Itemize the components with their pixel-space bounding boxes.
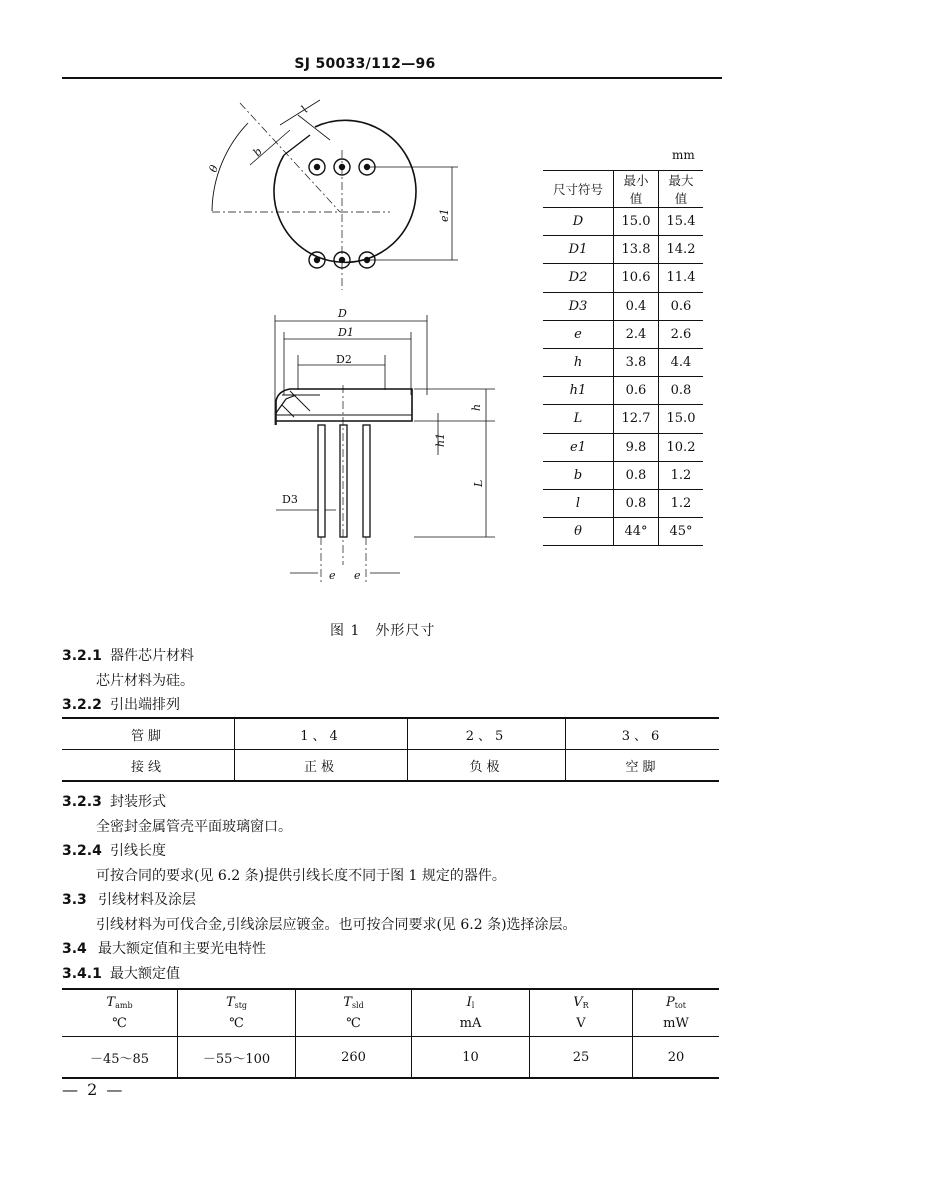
cell-min: 13.8 — [614, 236, 659, 264]
header-cell: 最大值 — [659, 171, 704, 208]
cell-max: 11.4 — [659, 264, 704, 292]
cell-pin-1-4: 1、4 — [235, 718, 408, 750]
section-3-2-1-body: 芯片材料为硅。 — [96, 673, 194, 689]
section-number: 3.2.3 — [62, 794, 102, 810]
cell-symbol: θ — [543, 518, 614, 546]
section-title: 器件芯片材料 — [110, 648, 194, 664]
section-number: 3.2.2 — [62, 697, 102, 713]
cell-min: 15.0 — [614, 208, 659, 236]
figure-caption: 图 1 外形尺寸 — [330, 623, 436, 639]
cell-min: 0.8 — [614, 461, 659, 489]
pin-arrangement-table — [62, 717, 719, 782]
cell-symbol: D2 — [543, 264, 614, 292]
value-ptot: 20 — [633, 1037, 720, 1079]
col-il: $I_l$ mA — [412, 989, 530, 1037]
cell-max: 4.4 — [659, 348, 704, 376]
table-row — [543, 348, 703, 376]
col-tstg: $T_{stg}$ ℃ — [178, 989, 296, 1037]
section-title: 最大额定值 — [110, 966, 180, 982]
section-3-2-4-heading — [62, 840, 166, 860]
table-row — [62, 718, 719, 750]
table-row — [543, 489, 703, 517]
cell-symbol: L — [543, 405, 614, 433]
cell-max: 0.8 — [659, 377, 704, 405]
cell-min: 0.8 — [614, 489, 659, 517]
side-view — [275, 315, 495, 585]
page-header-title: SJ 50033/112—96 — [294, 56, 436, 72]
cell-symbol: D3 — [543, 292, 614, 320]
cell-symbol: D — [543, 208, 614, 236]
section-number: 3.4 — [62, 941, 87, 957]
label-h: h — [470, 403, 483, 411]
cell-min: 9.8 — [614, 433, 659, 461]
cell-max: 45° — [659, 518, 704, 546]
col-ptot: $P_{tot}$ mW — [633, 989, 720, 1037]
section-3-3-heading — [62, 889, 196, 909]
value-tstg: －55～100 — [178, 1037, 296, 1079]
dim-unit-label: mm — [672, 148, 695, 162]
cell-negative: 负极 — [408, 750, 566, 782]
section-number: 3.2.1 — [62, 648, 102, 664]
label-e-right: e — [354, 569, 361, 582]
section-3-4-1-heading — [62, 963, 180, 983]
label-D: D — [338, 307, 347, 320]
dimension-table — [543, 170, 703, 546]
label-L: L — [472, 479, 485, 487]
table-row — [543, 208, 703, 236]
cell-min: 12.7 — [614, 405, 659, 433]
section-title: 最大额定值和主要光电特性 — [98, 941, 266, 957]
cell-min: 44° — [614, 518, 659, 546]
section-3-3-body: 引线材料为可伐合金,引线涂层应镀金。也可按合同要求(见 6.2 条)选择涂层。 — [96, 917, 577, 933]
table-row — [543, 264, 703, 292]
value-vr: 25 — [530, 1037, 633, 1079]
cell-min: 10.6 — [614, 264, 659, 292]
cell-min: 2.4 — [614, 320, 659, 348]
cell-symbol: e — [543, 320, 614, 348]
table-header-row — [62, 989, 719, 1037]
col-tsld: $T_{sld}$ ℃ — [296, 989, 412, 1037]
label-l: l — [298, 103, 311, 116]
label-D3: D3 — [282, 493, 298, 506]
header-rule — [62, 77, 722, 79]
outline-drawing — [190, 95, 510, 590]
cell-empty-pin: 空脚 — [566, 750, 720, 782]
section-number: 3.4.1 — [62, 966, 102, 982]
top-view — [212, 100, 458, 290]
cell-max: 14.2 — [659, 236, 704, 264]
cell-symbol: e1 — [543, 433, 614, 461]
section-3-2-3-heading — [62, 791, 166, 811]
max-ratings-table — [62, 988, 719, 1079]
cell-pin-2-5: 2、5 — [408, 718, 566, 750]
cell-max: 15.4 — [659, 208, 704, 236]
section-number: 3.2.4 — [62, 843, 102, 859]
section-3-2-3-body: 全密封金属管壳平面玻璃窗口。 — [96, 819, 292, 835]
table-row — [543, 518, 703, 546]
cell-max: 1.2 — [659, 489, 704, 517]
table-row — [543, 292, 703, 320]
cell-max: 0.6 — [659, 292, 704, 320]
section-3-2-4-body: 可按合同的要求(见 6.2 条)提供引线长度不同于图 1 规定的器件。 — [96, 868, 506, 884]
table-row — [62, 750, 719, 782]
cell-max: 15.0 — [659, 405, 704, 433]
cell-min: 3.8 — [614, 348, 659, 376]
section-number: 3.3 — [62, 892, 87, 908]
cell-min: 0.6 — [614, 377, 659, 405]
table-row — [62, 1037, 719, 1079]
label-D2: D2 — [336, 353, 352, 366]
section-3-2-2-heading — [62, 694, 180, 714]
cell-positive: 正极 — [235, 750, 408, 782]
cell-pin-3-6: 3、6 — [566, 718, 720, 750]
label-h1: h1 — [434, 432, 447, 447]
cell-max: 1.2 — [659, 461, 704, 489]
section-title: 引线长度 — [110, 843, 166, 859]
label-D1: D1 — [338, 326, 354, 339]
cell-symbol: h1 — [543, 377, 614, 405]
cell-connection-header: 接线 — [130, 759, 165, 775]
cell-max: 2.6 — [659, 320, 704, 348]
table-row — [543, 320, 703, 348]
col-vr: $V_R$ V — [530, 989, 633, 1037]
value-tamb: －45～85 — [89, 1051, 150, 1067]
cell-symbol: l — [543, 489, 614, 517]
header-cell: 尺寸符号 — [543, 171, 614, 208]
table-header-row — [543, 171, 703, 208]
table-row — [543, 405, 703, 433]
label-theta: θ — [206, 163, 222, 175]
value-il: 10 — [412, 1037, 530, 1079]
cell-pin-header: 管脚 — [62, 718, 235, 750]
section-title: 引出端排列 — [110, 697, 180, 713]
table-row — [543, 377, 703, 405]
table-row — [543, 433, 703, 461]
value-tsld: 260 — [296, 1037, 412, 1079]
section-title: 引线材料及涂层 — [98, 892, 196, 908]
label-b: b — [250, 145, 265, 160]
table-row — [543, 236, 703, 264]
cell-min: 0.4 — [614, 292, 659, 320]
page-number: — 2 — — [62, 1080, 125, 1099]
section-3-4-heading — [62, 938, 266, 958]
table-row — [543, 461, 703, 489]
cell-max: 10.2 — [659, 433, 704, 461]
section-3-2-1-heading — [62, 645, 194, 665]
cell-symbol: D1 — [543, 236, 614, 264]
col-tamb: $T_{amb}$ ℃ — [62, 989, 178, 1037]
label-e-left: e — [329, 569, 336, 582]
cell-symbol: b — [543, 461, 614, 489]
header-cell: 最小值 — [614, 171, 659, 208]
section-title: 封装形式 — [110, 794, 166, 810]
label-e1: e1 — [438, 208, 451, 222]
cell-symbol: h — [543, 348, 614, 376]
